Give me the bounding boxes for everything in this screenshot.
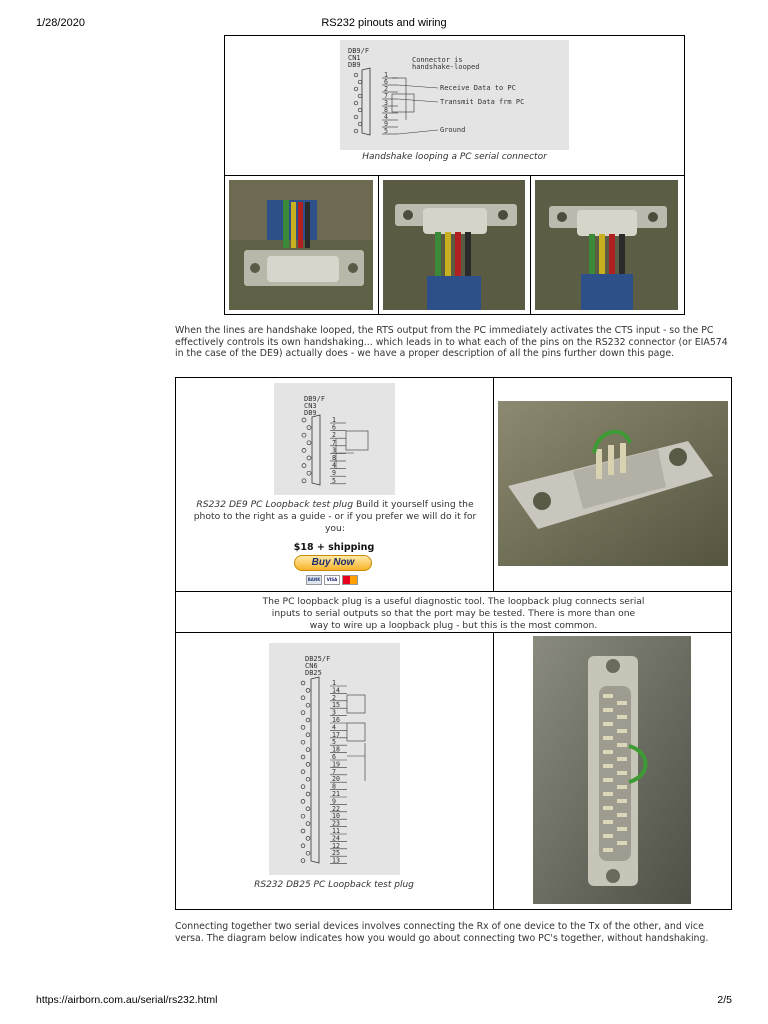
db25-loopback-photo bbox=[533, 636, 691, 904]
pin-number: 8 bbox=[384, 106, 388, 114]
pin-number: 3 bbox=[332, 708, 336, 717]
pin-contact bbox=[306, 851, 310, 855]
connector-photo-1 bbox=[229, 180, 373, 310]
pin-contact bbox=[302, 433, 306, 437]
pin-contact bbox=[301, 859, 305, 863]
pin-number: 10 bbox=[332, 812, 340, 821]
connector-photo-2 bbox=[383, 180, 525, 310]
pin-number: 8 bbox=[332, 454, 336, 462]
handshake-loop-diagram bbox=[340, 40, 569, 150]
pin-number: 3 bbox=[332, 446, 336, 455]
pin-contact bbox=[301, 726, 305, 730]
page-url: https://airborn.com.au/serial/rs232.html bbox=[36, 994, 218, 1006]
pin-number: 11 bbox=[332, 827, 340, 835]
loopback-description: The PC loopback plug is a useful diagnostic tool. The loopback plug connects serial inputs to serial outputs so that the port may be tested. There is more than one way to wire up a loopback plug - but this is the most common. bbox=[262, 596, 645, 631]
pin-contact bbox=[354, 129, 358, 133]
pin-number: 3 bbox=[384, 99, 388, 107]
pin-number: 7 bbox=[332, 767, 336, 776]
pin-number: 5 bbox=[332, 476, 336, 485]
pin-contact bbox=[306, 792, 310, 796]
payment-cards bbox=[306, 575, 358, 585]
pin-number: 2 bbox=[332, 693, 336, 702]
diagram-label: CN6 bbox=[305, 662, 318, 670]
mastercard-icon bbox=[342, 575, 358, 585]
pin-number: 5 bbox=[332, 738, 336, 747]
pin-contact bbox=[306, 718, 310, 722]
pin-number: 25 bbox=[332, 849, 340, 858]
pin-contact bbox=[301, 755, 305, 759]
diagram-label: DB9 bbox=[304, 409, 317, 417]
pin-contact bbox=[354, 73, 358, 77]
db25-loopback-diagram bbox=[269, 643, 400, 875]
pin-contact bbox=[358, 80, 362, 84]
diagram-annotation: Ground bbox=[440, 126, 466, 134]
pin-contact bbox=[306, 777, 310, 781]
buy-now-button[interactable]: Buy Now bbox=[294, 555, 372, 571]
pin-number: 19 bbox=[332, 760, 340, 769]
diagram-annotation: Receive Data to PC bbox=[440, 84, 516, 92]
diagram-annotation: handshake-looped bbox=[412, 63, 480, 71]
pin-contact bbox=[306, 733, 310, 737]
pin-number: 7 bbox=[332, 438, 336, 447]
pin-number: 4 bbox=[332, 723, 336, 732]
pin-contact bbox=[301, 770, 305, 774]
pin-number: 4 bbox=[384, 113, 388, 121]
pin-number: 16 bbox=[332, 716, 340, 724]
pin-number: 1 bbox=[384, 71, 388, 79]
pin-contact bbox=[307, 426, 311, 430]
diagram-annotation: Connector is bbox=[412, 56, 463, 64]
diagram-label: DB25 bbox=[305, 669, 322, 677]
pin-contact bbox=[302, 479, 306, 483]
pin-contact bbox=[307, 456, 311, 460]
pin-contact bbox=[307, 471, 311, 475]
pin-contact bbox=[301, 829, 305, 833]
pin-contact bbox=[354, 101, 358, 105]
pin-contact bbox=[301, 740, 305, 744]
visa-card-icon: VISA bbox=[324, 575, 340, 585]
pin-number: 20 bbox=[332, 775, 340, 784]
diagram-label: DB9/F bbox=[304, 395, 326, 403]
page-number: 2/5 bbox=[717, 994, 732, 1006]
pin-contact bbox=[358, 94, 362, 98]
pin-contact bbox=[307, 441, 311, 445]
pin-number: 23 bbox=[332, 819, 340, 828]
de9-loopback-caption: RS232 DE9 PC Loopback test plug Build it yourself using the photo to the right as a guide - or if you prefer we will do it for you: bbox=[193, 499, 477, 534]
handshake-paragraph: When the lines are handshake looped, the RTS output from the PC immediately activates the CTS input - so the PC effectively controls its own handshaking... which leads in to what each of the pins on the RS232 connector (or EIA574 in the case of the DE9) actually does - we have a proper description of all the pins further down this page. bbox=[175, 325, 728, 359]
pin-contact bbox=[301, 696, 305, 700]
pin-number: 5 bbox=[384, 127, 388, 135]
pin-contact bbox=[306, 689, 310, 693]
pin-number: 24 bbox=[332, 834, 340, 843]
diagram-label: DB9/F bbox=[348, 47, 370, 55]
pin-number: 6 bbox=[332, 423, 336, 432]
diagram-label: DB25/F bbox=[305, 655, 331, 663]
pin-number: 13 bbox=[332, 856, 340, 865]
pin-contact bbox=[306, 763, 310, 767]
price-text: $18 + shipping bbox=[293, 542, 375, 553]
page-title: RS232 pinouts and wiring bbox=[321, 17, 447, 29]
pin-number: 7 bbox=[384, 92, 388, 100]
pin-number: 15 bbox=[332, 701, 340, 710]
pin-number: 1 bbox=[332, 416, 336, 424]
diagram-label: DB9 bbox=[348, 61, 361, 69]
pin-contact bbox=[302, 464, 306, 468]
pin-contact bbox=[302, 448, 306, 452]
pin-contact bbox=[306, 748, 310, 752]
de9-loopback-photo bbox=[498, 401, 728, 566]
pin-contact bbox=[354, 87, 358, 91]
pin-number: 2 bbox=[384, 85, 388, 93]
diagram-label: CN1 bbox=[348, 54, 361, 62]
print-date: 1/28/2020 bbox=[36, 17, 85, 29]
pin-contact bbox=[301, 681, 305, 685]
pin-contact bbox=[301, 800, 305, 804]
pin-number: 12 bbox=[332, 841, 340, 850]
connecting-paragraph: Connecting together two serial devices involves connecting the Rx of one device to the Tx of the other, and vice versa. The diagram below indicates how you would go about connecting two PC's together, without handshaking. bbox=[175, 921, 709, 944]
pin-number: 1 bbox=[332, 679, 336, 687]
pin-number: 6 bbox=[332, 753, 336, 761]
pin-number: 18 bbox=[332, 745, 340, 754]
pin-contact bbox=[306, 837, 310, 841]
pin-contact bbox=[358, 122, 362, 126]
pin-number: 22 bbox=[332, 804, 340, 813]
diagram-label: CN3 bbox=[304, 402, 317, 410]
pin-contact bbox=[354, 115, 358, 119]
pin-contact bbox=[302, 418, 306, 422]
pin-number: 2 bbox=[332, 431, 336, 440]
pin-contact bbox=[306, 822, 310, 826]
pin-number: 9 bbox=[332, 469, 336, 478]
de9-loopback-diagram bbox=[274, 383, 395, 495]
pin-number: 8 bbox=[332, 782, 336, 791]
pin-number: 9 bbox=[332, 797, 336, 806]
db25-loopback-caption: RS232 DB25 PC Loopback test plug bbox=[254, 880, 414, 890]
pin-contact bbox=[301, 814, 305, 818]
handshake-diagram-caption: Handshake looping a PC serial connector bbox=[362, 152, 547, 162]
pin-number: 4 bbox=[332, 461, 336, 470]
pin-number: 14 bbox=[332, 686, 340, 695]
pin-contact bbox=[301, 844, 305, 848]
connector-photo-3 bbox=[535, 180, 678, 310]
bank-card-icon: BANK bbox=[306, 575, 322, 585]
pin-contact bbox=[306, 807, 310, 811]
pin-number: 6 bbox=[384, 78, 388, 86]
pin-contact bbox=[301, 711, 305, 715]
pin-contact bbox=[358, 108, 362, 112]
pin-contact bbox=[301, 785, 305, 789]
pin-number: 17 bbox=[332, 730, 340, 739]
pin-contact bbox=[306, 703, 310, 707]
pin-number: 9 bbox=[384, 120, 388, 128]
diagram-annotation: Transmit Data frm PC bbox=[440, 98, 525, 106]
pin-number: 21 bbox=[332, 790, 340, 798]
